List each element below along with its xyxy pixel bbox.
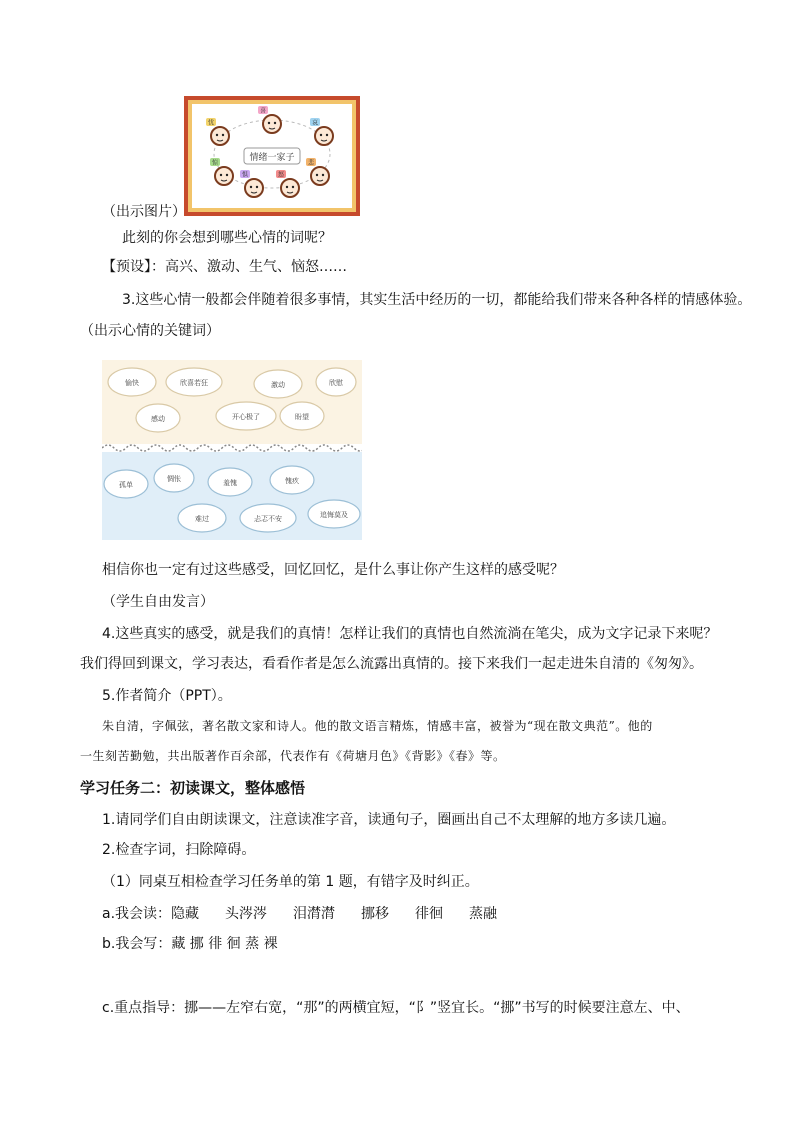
task-2-heading: 学习任务二：初读课文，整体感悟 xyxy=(80,779,306,797)
task-2-item-2-1: （1）同桌互相检查学习任务单的第 1 题，有错字及时纠正。 xyxy=(102,874,479,890)
emotion-face-label: 喜 xyxy=(259,107,267,115)
keyword-label: 欣喜若狂 xyxy=(180,379,208,387)
keyword-label: 忐忑不安 xyxy=(254,515,282,523)
read-word: 泪潸潸 xyxy=(293,906,336,922)
keyword-bubble xyxy=(154,464,194,492)
read-word: 蒸融 xyxy=(469,906,498,922)
paragraph-3: 3.这些心情一般都会伴随着很多事情，其实生活中经历的一切，都能给我们带来各种各样的情感体验。 xyxy=(122,292,752,308)
emotion-face-label: 怒 xyxy=(277,171,285,179)
paragraph-5: 5.作者简介（PPT）。 xyxy=(102,688,232,704)
keyword-label: 孤单 xyxy=(119,481,133,489)
free-speech-note: （学生自由发言） xyxy=(102,594,214,610)
keyword-label: 激动 xyxy=(271,381,285,389)
keyword-bubble xyxy=(254,370,302,398)
keyword-bubble xyxy=(316,368,356,396)
read-label: a.我会读： xyxy=(102,906,172,922)
paragraph-4: 4.这些真实的感受，就是我们的真情！怎样让我们的真情也自然流淌在笔尖，成为文字记录下来呢？ xyxy=(102,626,718,642)
author-bio-line-1: 朱自清，字佩弦，著名散文家和诗人。他的散文语言精炼，情感丰富，被誉为“现在散文典范”。他的 xyxy=(102,719,653,733)
keyword-bubble xyxy=(108,368,156,396)
paragraph-4-continued: 我们得回到课文，学习表达，看看作者是怎么流露出真情的。接下来我们一起走进朱自清的《匆匆》。 xyxy=(80,656,703,672)
keyword-bubble xyxy=(208,468,252,496)
show-image-caption: （出示图片） xyxy=(102,204,186,220)
read-word: 徘徊 xyxy=(415,906,444,922)
writing-guidance: c.重点指导：挪——左窄右宽，“那”的两横宜短，“阝”竖宜长。“挪”书写的时候要注意左、中、 xyxy=(102,1000,690,1016)
keyword-bubble xyxy=(308,500,360,528)
question-feelings: 此刻的你会想到哪些心情的词呢？ xyxy=(122,230,332,246)
emotion-face-label: 惧 xyxy=(241,171,249,179)
write-words-row: b.我会写：藏 挪 徘 徊 蒸 裸 xyxy=(102,936,278,952)
emotion-family-image xyxy=(184,96,360,216)
task-2-item-2: 2.检查字词，扫除障碍。 xyxy=(102,842,256,858)
keyword-bubble xyxy=(166,368,222,396)
emotion-face-label: 忧 xyxy=(207,119,215,127)
keyword-bubble xyxy=(104,470,148,498)
keyword-label: 开心极了 xyxy=(232,413,260,421)
read-word: 隐藏 xyxy=(171,906,200,922)
read-words-row xyxy=(102,904,497,924)
keyword-label: 难过 xyxy=(195,515,209,523)
author-bio-line-2: 一生刻苦勤勉，共出版著作百余部，代表作有《荷塘月色》《背影》《春》等。 xyxy=(80,749,506,763)
keyword-label: 追悔莫及 xyxy=(320,511,348,519)
keyword-bubble xyxy=(216,402,276,430)
task-2-item-1: 1.请同学们自由朗读课文，注意读准字音，读通句子，圈画出自己不太理解的地方多读几遍。 xyxy=(102,812,676,828)
keyword-label: 愉快 xyxy=(125,379,139,387)
read-word: 挪移 xyxy=(361,906,390,922)
question-recall: 相信你也一定有过这些感受，回忆回忆，是什么事让你产生这样的感受呢？ xyxy=(102,562,564,578)
keyword-label: 羞愧 xyxy=(223,479,237,487)
keyword-label: 盼望 xyxy=(295,413,309,421)
keyword-bubble xyxy=(178,504,226,532)
keyword-bubble xyxy=(270,466,314,494)
emotion-family-title: 情绪一家子 xyxy=(249,153,295,163)
keyword-bubble xyxy=(136,404,180,432)
read-word: 头涔涔 xyxy=(225,906,268,922)
keyword-label: 惆怅 xyxy=(167,475,181,483)
preset-answer: 【预设】：高兴、激动、生气、恼怒…… xyxy=(102,259,347,275)
keyword-label: 欣慰 xyxy=(329,379,343,387)
emotion-keywords-image xyxy=(102,360,362,540)
emotion-face-label: 哀 xyxy=(311,119,319,127)
keyword-bubble xyxy=(280,402,324,430)
keyword-label: 愧疚 xyxy=(285,477,299,485)
paragraph-3-continued: （出示心情的关键词） xyxy=(80,323,220,339)
keyword-bubble xyxy=(240,504,296,532)
emotion-face-label: 悲 xyxy=(307,159,315,167)
keyword-label: 感动 xyxy=(151,415,165,423)
emotion-face-label: 惊 xyxy=(211,159,219,167)
